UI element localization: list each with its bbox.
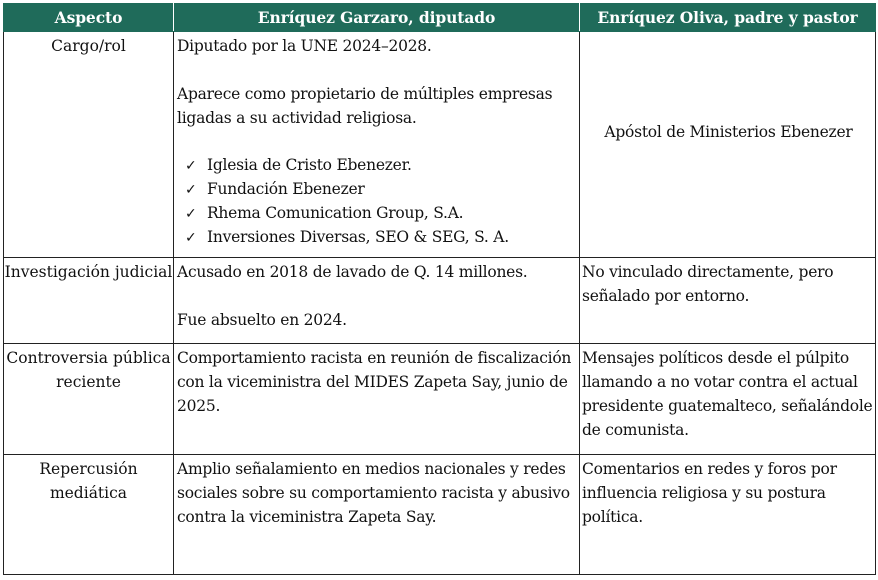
- cell-paragraph: Aparece como propietario de múltiples empresas ligadas a su actividad religiosa.: [177, 85, 553, 127]
- header-aspecto: Aspecto: [4, 4, 174, 32]
- company-name: Iglesia de Cristo Ebenezer.: [207, 156, 412, 174]
- table-row: [4, 258, 876, 344]
- aspect-cell: Cargo/rol: [4, 32, 174, 258]
- oliva-cell: Apóstol de Ministerios Ebenezer: [580, 32, 876, 258]
- check-icon: ✓: [185, 182, 197, 198]
- aspect-cell: Controversia pública reciente: [4, 344, 174, 455]
- cell-paragraph: Fue absuelto en 2024.: [177, 311, 347, 329]
- garzaro-cell: Comportamiento racista en reunión de fiscalización con la viceministra del MIDES Zapeta Say, junio de 2025.: [174, 344, 580, 455]
- cell-paragraph: Acusado en 2018 de lavado de Q. 14 millones.: [177, 263, 528, 281]
- cell-paragraph: Diputado por la UNE 2024–2028.: [177, 37, 432, 55]
- table-row: [4, 32, 876, 258]
- garzaro-cell: [174, 32, 580, 258]
- garzaro-cell: [174, 258, 580, 344]
- list-item: [185, 202, 579, 226]
- oliva-cell: Mensajes políticos desde el púlpito llamando a no votar contra el actual presidente guatemalteco, señalándole de comunista.: [580, 344, 876, 455]
- company-list: [177, 154, 579, 250]
- table-row: [4, 344, 876, 455]
- table-row: [4, 455, 876, 575]
- check-icon: ✓: [185, 158, 197, 174]
- aspect-cell: Investigación judicial: [4, 258, 174, 344]
- list-item: [185, 178, 579, 202]
- comparison-table: [3, 3, 876, 575]
- company-name: Inversiones Diversas, SEO & SEG, S. A.: [207, 228, 509, 246]
- header-garzaro: Enríquez Garzaro, diputado: [174, 4, 580, 32]
- oliva-cell: Comentarios en redes y foros por influencia religiosa y su postura política.: [580, 455, 876, 575]
- header-row: [4, 4, 876, 32]
- check-icon: ✓: [185, 206, 197, 222]
- aspect-cell: Repercusión mediática: [4, 455, 174, 575]
- garzaro-cell: Amplio señalamiento en medios nacionales y redes sociales sobre su comportamiento racista y abusivo contra la viceministra Zapeta Say.: [174, 455, 580, 575]
- list-item: [185, 226, 579, 250]
- check-icon: ✓: [185, 230, 197, 246]
- oliva-cell: No vinculado directamente, pero señalado por entorno.: [580, 258, 876, 344]
- company-name: Rhema Comunication Group, S.A.: [207, 204, 464, 222]
- company-name: Fundación Ebenezer: [207, 180, 365, 198]
- list-item: [185, 154, 579, 178]
- header-oliva: Enríquez Oliva, padre y pastor: [580, 4, 876, 32]
